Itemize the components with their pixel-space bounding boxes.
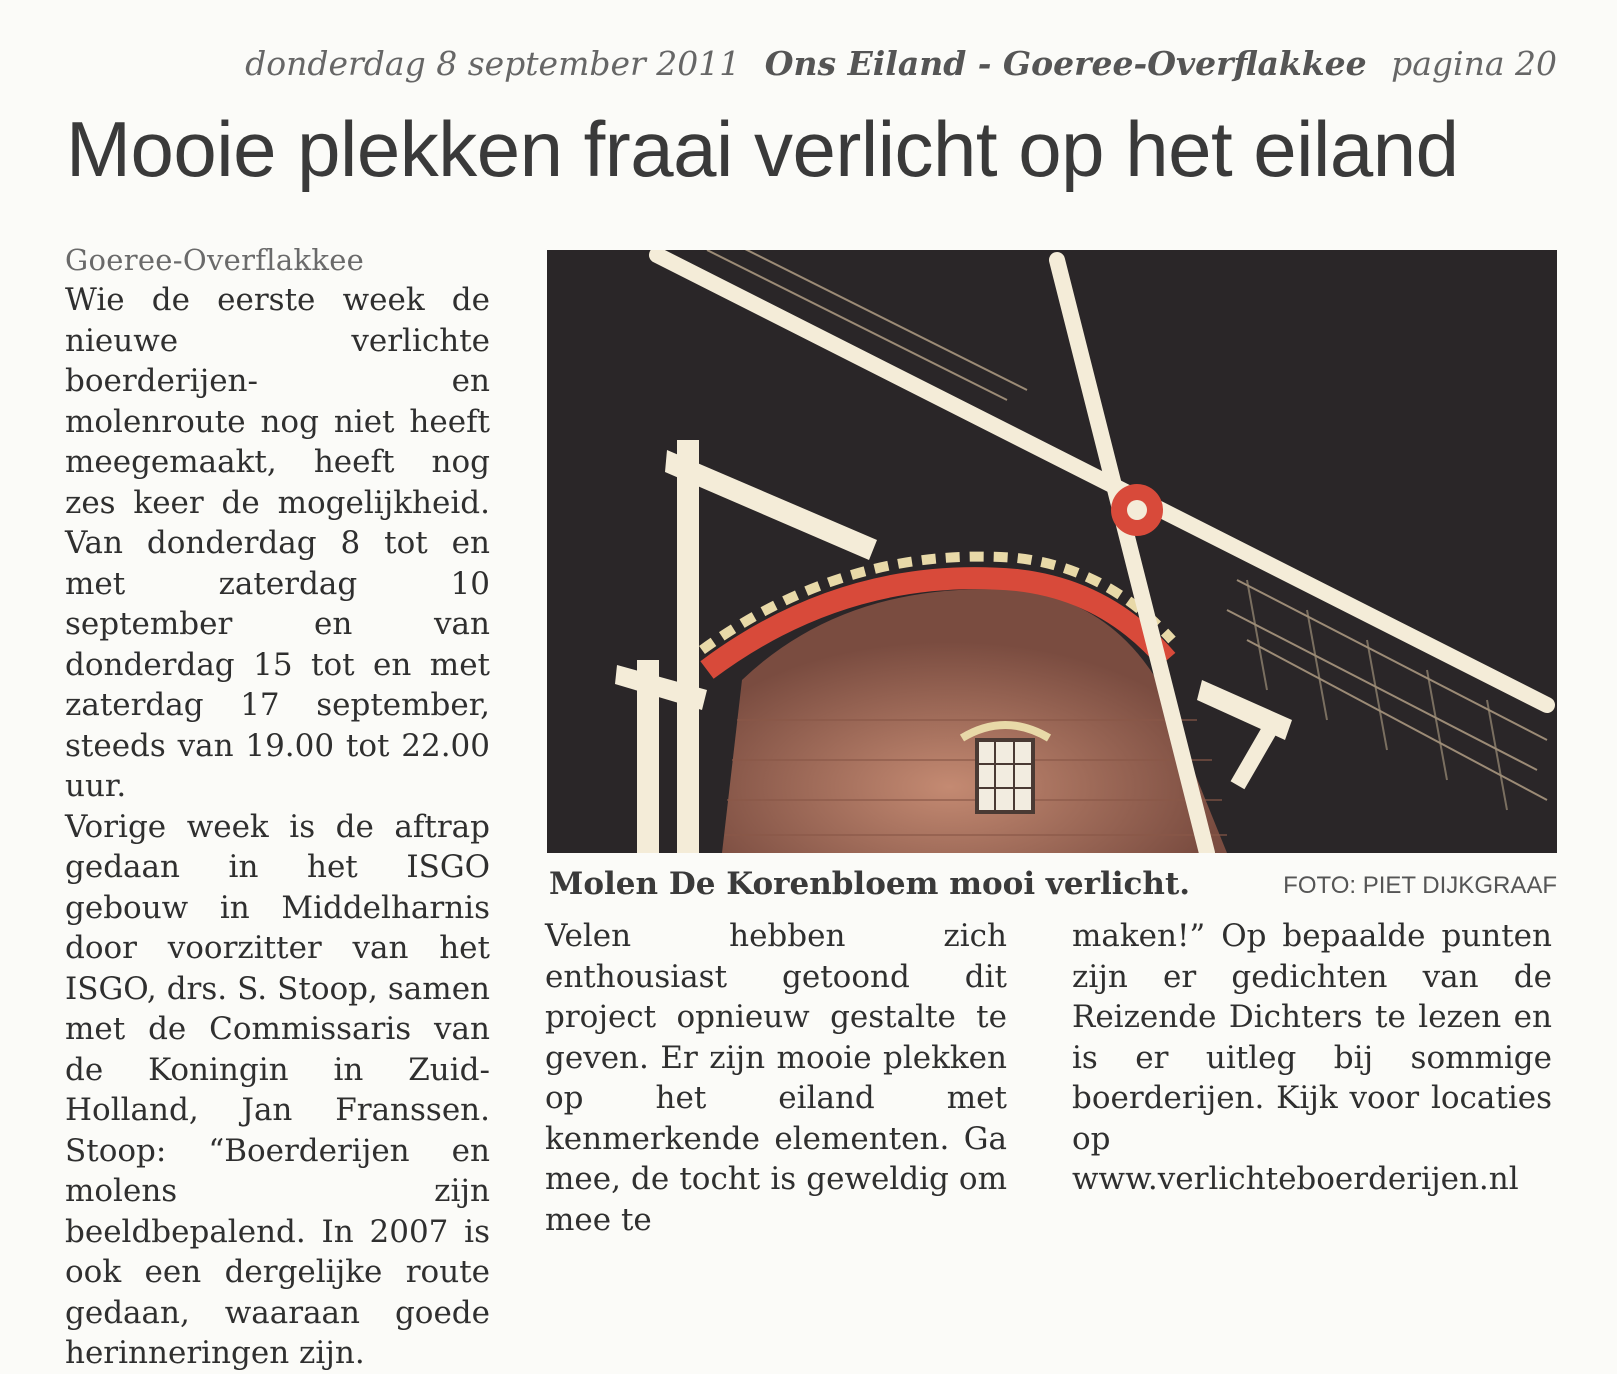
article-column-1: [65, 240, 490, 1374]
paragraph-4: maken!” Op bepaalde punten zijn er gedichten van de Reizende Dichters te lezen en is er uitleg bij sommige boerderijen. Kijk voor locaties op www.verlichteboerderijen.nl: [1072, 918, 1552, 1197]
page-header: [245, 44, 1557, 83]
paragraph-1: Wie de eerste week de nieuwe verlichte boerderijen- en molenroute nog niet heeft meegemaakt, heeft nog zes keer de mogelijkheid. Van donderdag 8 tot en met zaterdag 10 september en van donderdag 15 tot en met zaterdag 17 september, steeds van 19.00 tot 22.00 uur.: [65, 282, 490, 804]
article-headline: Mooie plekken fraai verlicht op het eiland: [66, 105, 1459, 193]
photo-caption: Molen De Korenbloem mooi verlicht.: [549, 866, 1191, 902]
windmill-photo: [547, 250, 1557, 853]
page-number: pagina 20: [1391, 44, 1557, 83]
paragraph-2: Vorige week is de aftrap gedaan in het ISGO gebouw in Middelharnis door voorzitter van het ISGO, drs. S. Stoop, samen met de Commissaris van de Koningin in Zuid-Holland, Jan Franssen. Stoop: “Boerderijen en molens zijn beeldbepalend. In 2007 is ook een dergelijke route gedaan, waaraan goede herinneringen zijn.: [65, 808, 490, 1371]
issue-date: donderdag 8 september 2011: [245, 44, 741, 83]
newspaper-name: Ons Eiland - Goeree-Overflakkee: [764, 44, 1367, 83]
paragraph-3: Velen hebben zich enthousiast getoond dit project opnieuw gestalte te geven. Er zijn mooie plekken op het eiland met kenmerkende elementen. Ga mee, de tocht is geweldig om mee te: [545, 918, 1007, 1238]
article-column-3: [1072, 916, 1552, 1200]
dateline: Goeree-Overflakkee: [65, 243, 365, 277]
article-column-2: [545, 916, 1007, 1240]
photo-credit: FOTO: PIET DIJKGRAAF: [1283, 872, 1557, 899]
windmill-illustration: [547, 250, 1557, 853]
